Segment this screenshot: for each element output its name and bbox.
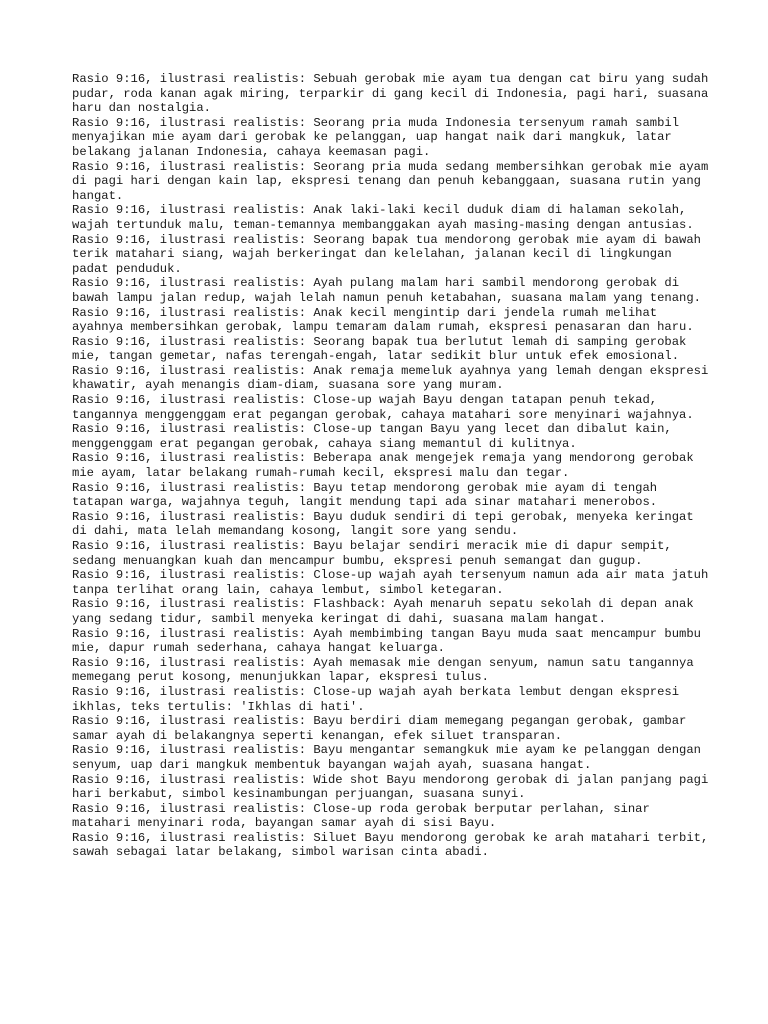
prompt-line-25: Rasio 9:16, ilustrasi realistis: Siluet Bayu mendorong gerobak ke arah matahari terbit, sawah sebagai latar belakang, simbol warisan cinta abadi. [72,830,716,860]
prompt-line-8: Rasio 9:16, ilustrasi realistis: Seorang bapak tua berlutut lemah di samping gerobak mie, tangan gemetar, nafas terengah-engah, latar sedikit blur untuk efek emosional. [72,334,694,364]
prompt-line-10: Rasio 9:16, ilustrasi realistis: Close-up wajah Bayu dengan tatapan penuh tekad, tangannya menggenggam erat pegangan gerobak, cahaya matahari sore menyinari wajahnya. [72,393,694,422]
prompt-line-6: Rasio 9:16, ilustrasi realistis: Ayah pulang malam hari sambil mendorong gerobak di bawah lampu jalan redup, wajah lelah namun penuh ketabahan, suasana malam yang tenang. [72,276,701,305]
prompt-line-5: Rasio 9:16, ilustrasi realistis: Seorang bapak tua mendorong gerobak mie ayam di bawah terik matahari siang, wajah berkeringat dan kelelahan, jalanan kecil di lingkungan padat penduduk. [72,232,709,276]
prompt-line-22: Rasio 9:16, ilustrasi realistis: Bayu mengantar semangkuk mie ayam ke pelanggan dengan senyum, uap dari mangkuk membentuk bayangan wajah ayah, suasana hangat. [72,743,709,772]
prompt-line-13: Rasio 9:16, ilustrasi realistis: Bayu tetap mendorong gerobak mie ayam di tengah tatapan warga, wajahnya teguh, langit mendung tapi ada sinar matahari menerobos. [72,480,665,510]
prompt-line-4: Rasio 9:16, ilustrasi realistis: Anak laki-laki kecil duduk diam di halaman sekolah, wajah tertunduk malu, teman-temannya membanggakan ayah masing-masing dengan antusias. [72,203,694,232]
prompt-line-15: Rasio 9:16, ilustrasi realistis: Bayu belajar sendiri meracik mie di dapur sempit, sedang menuangkan kuah dan mencampur bumbu, ekspresi penuh semangat dan gugup. [72,539,680,568]
prompt-line-7: Rasio 9:16, ilustrasi realistis: Anak kecil mengintip dari jendela rumah melihat ayahnya membersihkan gerobak, lampu temaram dalam rumah, ekspresi penasaran dan haru. [72,305,694,335]
prompt-line-20: Rasio 9:16, ilustrasi realistis: Close-up wajah ayah berkata lembut dengan ekspresi ikhlas, teks tertulis: 'Ikhlas di hati'. [72,684,687,714]
prompt-line-24: Rasio 9:16, ilustrasi realistis: Close-up roda gerobak berputar perlahan, sinar matahari menyinari roda, bayangan samar ayah di sisi Bayu. [72,801,658,831]
prompt-line-21: Rasio 9:16, ilustrasi realistis: Bayu berdiri diam memegang pegangan gerobak, gambar samar ayah di belakangnya seperti kenangan, efek siluet transparan. [72,714,694,743]
prompt-line-3: Rasio 9:16, ilustrasi realistis: Seorang pria muda sedang membersihkan gerobak mie ayam di pagi hari dengan kain lap, ekspresi tenang dan penuh kebanggaan, suasana rutin yang hangat. [72,159,716,203]
prompt-line-2: Rasio 9:16, ilustrasi realistis: Seorang pria muda Indonesia tersenyum ramah sambil menyajikan mie ayam dari gerobak ke pelanggan, uap hangat naik dari mangkuk, latar belakang jalanan Indonesia, cahaya keemasan pagi. [72,115,687,159]
prompt-line-1: Rasio 9:16, ilustrasi realistis: Sebuah gerobak mie ayam tua dengan cat biru yang sudah pudar, roda kanan agak miring, terparkir di gang kecil di Indonesia, pagi hari, suasana haru dan nostalgia. [72,72,716,116]
prompt-line-17: Rasio 9:16, ilustrasi realistis: Flashback: Ayah menaruh sepatu sekolah di depan anak yang sedang tidur, sambil menyeka keringat di dahi, suasana malam hangat. [72,597,701,626]
prompt-line-19: Rasio 9:16, ilustrasi realistis: Ayah memasak mie dengan senyum, namun satu tangannya memegang perut kosong, menunjukkan lapar, ekspresi tulus. [72,655,701,685]
document-page [72,72,716,860]
prompt-line-12: Rasio 9:16, ilustrasi realistis: Beberapa anak mengejek remaja yang mendorong gerobak mie ayam, latar belakang rumah-rumah kecil, ekspresi malu dan tegar. [72,451,701,481]
prompt-line-14: Rasio 9:16, ilustrasi realistis: Bayu duduk sendiri di tepi gerobak, menyeka keringat di dahi, mata lelah memandang kosong, langit sore yang sendu. [72,509,701,539]
prompt-line-18: Rasio 9:16, ilustrasi realistis: Ayah membimbing tangan Bayu muda saat mencampur bumbu mie, dapur rumah sederhana, cahaya hangat keluarga. [72,626,709,656]
prompt-line-23: Rasio 9:16, ilustrasi realistis: Wide shot Bayu mendorong gerobak di jalan panjang pagi hari berkabut, simbol kesinambungan perjuangan, suasana sunyi. [72,772,716,802]
prompt-line-9: Rasio 9:16, ilustrasi realistis: Anak remaja memeluk ayahnya yang lemah dengan ekspresi khawatir, ayah menangis diam-diam, suasana sore yang muram. [72,363,716,393]
prompt-line-11: Rasio 9:16, ilustrasi realistis: Close-up tangan Bayu yang lecet dan dibalut kain, menggenggam erat pegangan gerobak, cahaya siang memantul di kulitnya. [72,422,680,451]
prompt-line-16: Rasio 9:16, ilustrasi realistis: Close-up wajah ayah tersenyum namun ada air mata jatuh tanpa terlihat orang lain, cahaya lembut, simbol ketegaran. [72,568,716,597]
